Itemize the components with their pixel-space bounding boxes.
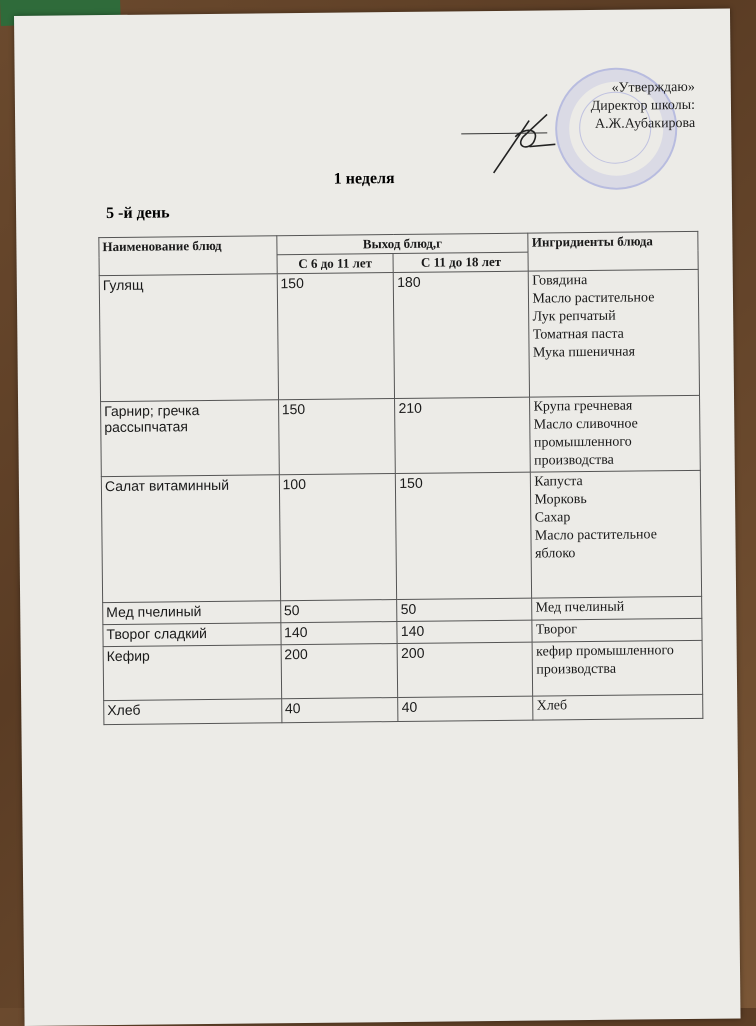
ingredients-cell xyxy=(533,640,703,696)
portion-11-18: 50 xyxy=(397,598,532,621)
portion-6-11: 150 xyxy=(277,273,395,400)
portion-11-18: 40 xyxy=(398,696,533,721)
portion-6-11: 140 xyxy=(281,622,398,645)
ingredients-cell xyxy=(529,269,700,397)
ingredient-item: Мед пчелиный xyxy=(535,599,625,616)
ingredient-item: Сахар xyxy=(534,510,571,526)
portion-11-18: 210 xyxy=(395,397,531,473)
portion-6-11: 40 xyxy=(281,698,398,723)
signature xyxy=(485,106,566,177)
table-row xyxy=(101,395,701,476)
ingredient-item: Капуста xyxy=(534,474,583,490)
approval-director-name: А.Ж.Аубакирова xyxy=(594,115,696,132)
menu-table xyxy=(98,231,703,725)
ingredient-item: Мука пшеничная xyxy=(532,344,636,361)
ingredient-item: Говядина xyxy=(532,273,588,289)
header-ingredients: Ингридиенты блюда xyxy=(528,231,698,271)
dish-name: Салат витаминный xyxy=(101,475,280,603)
ingredients-cell xyxy=(533,694,703,720)
portion-11-18: 150 xyxy=(396,472,532,599)
portion-6-11: 150 xyxy=(278,399,396,475)
portion-6-11: 100 xyxy=(279,474,397,601)
approval-title: «Утверждаю» xyxy=(611,79,695,96)
ingredient-item: Морковь xyxy=(534,492,587,508)
header-age-11-18: С 11 до 18 лет xyxy=(393,252,528,272)
week-title: 1 неделя xyxy=(333,170,395,188)
dish-name: Творог сладкий xyxy=(103,623,281,647)
table-row xyxy=(103,640,703,700)
ingredient-item: Лук репчатый xyxy=(532,308,616,325)
portion-11-18: 180 xyxy=(394,271,530,398)
ingredients-cell xyxy=(530,395,700,472)
portion-6-11: 200 xyxy=(281,644,398,699)
approval-position: Директор школы: xyxy=(590,97,696,114)
ingredient-item: кефир промышленного производства xyxy=(536,643,674,678)
dish-name: Гулящ xyxy=(99,274,278,402)
portion-11-18: 140 xyxy=(397,620,532,643)
day-title: 5 -й день xyxy=(105,204,170,223)
ingredient-item: Крупа гречневая xyxy=(533,398,633,415)
ingredient-item: Масло растительное xyxy=(532,290,655,307)
ingredient-item: Масло сливочное промышленного производства xyxy=(533,416,638,469)
header-dish-name: Наименование блюд xyxy=(99,236,277,276)
header-age-6-11: С 6 до 11 лет xyxy=(277,254,394,274)
dish-name: Кефир xyxy=(103,645,281,701)
table-row xyxy=(104,694,703,724)
ingredients-cell xyxy=(531,470,702,598)
document-page xyxy=(14,9,741,1026)
header-output: Выход блюд,г xyxy=(276,233,528,255)
table-row xyxy=(99,269,699,401)
dish-name: Хлеб xyxy=(104,699,282,725)
table-row xyxy=(101,470,701,602)
ingredient-item: Масло растительное xyxy=(534,527,657,544)
portion-6-11: 50 xyxy=(280,600,397,623)
ingredient-item: Томатная паста xyxy=(532,326,624,343)
dish-name: Гарнир; гречка рассыпчатая xyxy=(101,400,279,477)
ingredients-cell xyxy=(532,596,702,620)
ingredient-item: яблоко xyxy=(535,546,576,562)
ingredient-item: Творог xyxy=(535,622,578,638)
dish-name: Мед пчелиный xyxy=(103,601,281,625)
ingredient-item: Хлеб xyxy=(536,698,568,714)
ingredients-cell xyxy=(532,618,702,642)
portion-11-18: 200 xyxy=(397,642,533,697)
